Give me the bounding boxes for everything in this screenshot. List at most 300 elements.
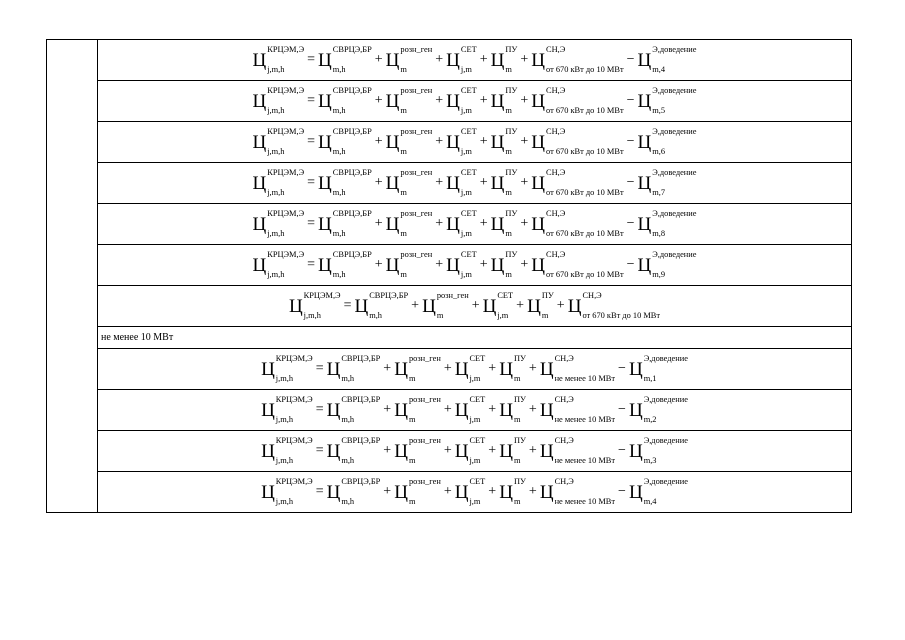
price-term <box>386 129 433 155</box>
superscript-index: розн_ген <box>400 127 433 136</box>
formula-row <box>47 204 852 245</box>
price-symbol: Ц <box>394 399 408 421</box>
superscript-index: СН,Э <box>546 168 566 177</box>
subscript-index: m,3 <box>643 455 657 465</box>
index-stack <box>461 170 477 196</box>
subscript-index: j,m <box>460 187 472 197</box>
formula <box>253 211 697 237</box>
price-symbol: Ц <box>531 213 545 235</box>
operator: + <box>488 361 497 376</box>
formula-row <box>47 40 852 81</box>
price-symbol: Ц <box>490 172 505 194</box>
subscript-index: j,m,h <box>267 146 285 156</box>
price-symbol: Ц <box>261 440 275 462</box>
price-symbol: Ц <box>490 90 505 112</box>
price-symbol: Ц <box>637 131 652 153</box>
index-stack <box>341 479 380 505</box>
superscript-index: Э,доведение <box>643 354 688 363</box>
operator: = <box>315 402 324 417</box>
price-symbol: Ц <box>318 254 332 276</box>
subscript-index: m,h <box>341 455 355 465</box>
subscript-index: m,h <box>341 496 355 506</box>
subscript-index: j,m,h <box>275 414 294 424</box>
subscript-index: от 670 кВт до 10 МВт <box>582 310 661 320</box>
formula-cell <box>98 204 852 245</box>
superscript-index: СВРЦЭ,БР <box>332 127 372 136</box>
superscript-index: КРЦЭМ,Э <box>275 436 313 445</box>
operator: = <box>307 175 316 190</box>
formula-cell <box>98 163 852 204</box>
superscript-index: СЕТ <box>460 86 477 95</box>
superscript-index: Э,доведение <box>652 168 697 177</box>
subscript-index: m,h <box>341 373 355 383</box>
price-term <box>318 129 372 155</box>
operator: + <box>520 93 529 108</box>
superscript-index: СН,Э <box>546 86 566 95</box>
price-term <box>386 88 433 114</box>
subscript-index: m,h <box>332 105 346 115</box>
index-stack <box>652 252 696 278</box>
price-symbol: Ц <box>567 295 582 317</box>
price-term <box>629 438 688 464</box>
price-term <box>386 211 433 237</box>
price-symbol: Ц <box>385 172 400 194</box>
operator: − <box>626 257 635 272</box>
operator: + <box>443 443 452 458</box>
price-symbol: Ц <box>446 172 460 194</box>
subscript-index: m <box>513 373 521 383</box>
subscript-index: j,m <box>460 269 472 279</box>
price-symbol: Ц <box>252 90 267 112</box>
price-symbol: Ц <box>454 399 469 421</box>
subscript-index: m,h <box>332 64 346 74</box>
price-symbol: Ц <box>394 358 408 380</box>
superscript-index: розн_ген <box>400 45 433 54</box>
operator: + <box>479 175 488 190</box>
subscript-index: m <box>541 310 549 320</box>
formula <box>253 47 697 73</box>
formula-row <box>47 81 852 122</box>
price-symbol: Ц <box>539 481 554 503</box>
price-symbol: Ц <box>499 481 513 503</box>
price-term <box>527 293 554 319</box>
price-symbol: Ц <box>385 254 400 276</box>
superscript-index: Э,доведение <box>652 127 697 136</box>
formula <box>253 88 697 114</box>
formula <box>261 397 688 423</box>
subscript-index: m,h <box>332 146 346 156</box>
formula <box>253 252 697 278</box>
superscript-index: КРЦЭМ,Э <box>267 86 305 95</box>
operator: + <box>488 402 497 417</box>
subscript-index: m,2 <box>643 414 657 424</box>
index-stack <box>400 170 432 196</box>
operator: = <box>307 216 316 231</box>
subscript-index: от 670 кВт до 10 МВт <box>546 64 624 74</box>
price-symbol: Ц <box>531 90 545 112</box>
operator: − <box>626 175 635 190</box>
index-stack <box>546 170 624 196</box>
formula <box>261 356 688 382</box>
formula-cell <box>98 286 852 327</box>
price-term <box>318 170 372 196</box>
subscript-index: j,m <box>469 496 481 506</box>
price-symbol: Ц <box>385 213 400 235</box>
price-symbol: Ц <box>252 254 267 276</box>
operator: + <box>520 52 529 67</box>
subscript-index: m <box>400 228 407 238</box>
index-stack <box>505 211 517 237</box>
operator: + <box>520 175 529 190</box>
index-stack <box>505 252 517 278</box>
index-stack <box>400 88 432 114</box>
superscript-index: СЕТ <box>469 395 486 404</box>
operator: − <box>626 134 635 149</box>
superscript-index: Э,доведение <box>652 209 697 218</box>
operator: − <box>618 443 626 458</box>
operator: + <box>488 484 497 499</box>
price-term <box>386 47 433 73</box>
price-symbol: Ц <box>385 49 400 71</box>
superscript-index: СВРЦЭ,БР <box>332 168 372 177</box>
operator: + <box>374 216 383 231</box>
index-stack <box>546 129 624 155</box>
price-symbol: Ц <box>326 358 341 380</box>
operator: + <box>383 443 392 458</box>
price-symbol: Ц <box>628 440 643 462</box>
index-stack <box>644 438 688 464</box>
price-symbol: Ц <box>637 254 652 276</box>
formula-cell <box>98 40 852 81</box>
price-term <box>318 252 372 278</box>
operator: + <box>528 402 537 417</box>
price-term <box>629 356 688 382</box>
formula-row <box>47 431 852 472</box>
formula-row <box>47 286 852 327</box>
subscript-index: j,m,h <box>275 496 294 506</box>
subscript-index: не менее 10 МВт <box>554 496 616 506</box>
price-symbol: Ц <box>261 481 275 503</box>
subscript-index: не менее 10 МВт <box>554 414 616 424</box>
price-symbol: Ц <box>531 131 545 153</box>
index-stack <box>400 129 432 155</box>
superscript-index: Э,доведение <box>652 250 697 259</box>
index-stack <box>582 293 660 319</box>
superscript-index: СЕТ <box>460 127 477 136</box>
superscript-index: розн_ген <box>408 395 441 404</box>
superscript-index: КРЦЭМ,Э <box>275 395 313 404</box>
subscript-index: m <box>408 373 416 383</box>
price-term <box>327 397 381 423</box>
superscript-index: розн_ген <box>400 209 433 218</box>
price-symbol: Ц <box>326 399 341 421</box>
operator: = <box>307 257 316 272</box>
price-symbol: Ц <box>531 49 545 71</box>
subscript-index: j,m,h <box>267 105 285 115</box>
index-stack <box>267 47 304 73</box>
price-term <box>446 88 477 114</box>
subscript-index: не менее 10 МВт <box>554 455 616 465</box>
price-symbol: Ц <box>385 131 400 153</box>
operator: + <box>443 484 452 499</box>
subscript-index: m <box>513 414 521 424</box>
operator: = <box>307 93 316 108</box>
price-symbol: Ц <box>326 481 341 503</box>
subscript-index: m <box>505 105 512 115</box>
subscript-index: m,8 <box>652 228 666 238</box>
price-symbol: Ц <box>385 90 400 112</box>
price-term <box>455 356 486 382</box>
price-symbol: Ц <box>446 254 460 276</box>
price-symbol: Ц <box>637 172 652 194</box>
subscript-index: m,h <box>341 414 355 424</box>
index-stack <box>409 479 441 505</box>
operator: + <box>479 257 488 272</box>
price-term <box>568 293 660 319</box>
price-term <box>491 129 518 155</box>
price-term <box>455 397 486 423</box>
price-term <box>499 356 526 382</box>
operator: − <box>618 402 626 417</box>
operator: + <box>374 93 383 108</box>
index-stack <box>341 438 380 464</box>
subscript-index: j,m <box>469 373 481 383</box>
price-symbol: Ц <box>288 295 303 317</box>
price-symbol: Ц <box>539 440 554 462</box>
price-symbol: Ц <box>252 131 267 153</box>
subscript-index: от 670 кВт до 10 МВт <box>546 187 624 197</box>
price-term <box>261 479 313 505</box>
price-symbol: Ц <box>499 399 513 421</box>
superscript-index: СВРЦЭ,БР <box>369 291 409 300</box>
subscript-index: m <box>505 146 512 156</box>
subscript-index: j,m,h <box>303 310 321 320</box>
superscript-index: КРЦЭМ,Э <box>303 291 341 300</box>
operator: − <box>626 93 635 108</box>
index-stack <box>514 438 526 464</box>
price-term <box>499 479 526 505</box>
price-term <box>638 88 697 114</box>
price-term <box>253 170 305 196</box>
price-term <box>540 356 615 382</box>
index-stack <box>555 397 615 423</box>
subscript-index: j,m,h <box>267 64 285 74</box>
index-stack <box>333 211 372 237</box>
price-symbol: Ц <box>446 131 460 153</box>
superscript-index: ПУ <box>505 45 518 54</box>
formula-row <box>47 163 852 204</box>
subscript-index: m <box>408 455 416 465</box>
price-term <box>253 88 305 114</box>
price-term <box>540 438 615 464</box>
subscript-index: m,6 <box>652 146 666 156</box>
price-symbol: Ц <box>490 213 505 235</box>
price-symbol: Ц <box>539 399 554 421</box>
subscript-index: m <box>400 64 407 74</box>
subscript-index: от 670 кВт до 10 МВт <box>546 105 624 115</box>
operator: + <box>435 93 444 108</box>
operator: + <box>435 52 444 67</box>
superscript-index: розн_ген <box>400 168 433 177</box>
subscript-index: m <box>400 187 407 197</box>
price-symbol: Ц <box>637 213 652 235</box>
price-term <box>531 129 623 155</box>
subscript-index: m <box>505 187 512 197</box>
price-symbol: Ц <box>354 295 369 317</box>
index-stack <box>409 438 441 464</box>
formula-cell <box>98 431 852 472</box>
operator: = <box>307 134 316 149</box>
subscript-index: не менее 10 МВт <box>554 373 616 383</box>
superscript-index: СЕТ <box>469 477 486 486</box>
price-symbol: Ц <box>252 49 267 71</box>
operator: = <box>307 52 316 67</box>
superscript-index: СЕТ <box>469 436 486 445</box>
index-stack <box>652 47 696 73</box>
section-header-row <box>47 327 852 349</box>
index-stack <box>369 293 408 319</box>
price-term <box>386 252 433 278</box>
price-term <box>253 211 305 237</box>
price-term <box>446 211 477 237</box>
superscript-index: розн_ген <box>436 291 469 300</box>
superscript-index: розн_ген <box>408 436 441 445</box>
subscript-index: от 670 кВт до 10 МВт <box>546 228 624 238</box>
superscript-index: СВРЦЭ,БР <box>332 250 372 259</box>
operator: + <box>435 175 444 190</box>
formula-cell <box>98 122 852 163</box>
superscript-index: КРЦЭМ,Э <box>267 168 305 177</box>
operator: + <box>383 484 392 499</box>
index-stack <box>341 356 380 382</box>
subscript-index: m,h <box>332 269 346 279</box>
index-stack <box>267 129 304 155</box>
superscript-index: КРЦЭМ,Э <box>267 127 305 136</box>
price-term <box>531 170 623 196</box>
subscript-index: j,m,h <box>267 269 285 279</box>
index-stack <box>514 479 526 505</box>
price-term <box>491 170 518 196</box>
superscript-index: СН,Э <box>554 395 574 404</box>
superscript-index: Э,доведение <box>643 436 688 445</box>
formula <box>289 293 660 319</box>
price-term <box>318 47 372 73</box>
index-stack <box>461 47 477 73</box>
index-stack <box>546 252 624 278</box>
superscript-index: розн_ген <box>400 250 433 259</box>
price-term <box>261 356 313 382</box>
price-symbol: Ц <box>318 49 332 71</box>
superscript-index: ПУ <box>505 127 518 136</box>
price-symbol: Ц <box>454 358 469 380</box>
subscript-index: j,m <box>469 414 481 424</box>
index-stack <box>469 438 485 464</box>
price-symbol: Ц <box>499 440 513 462</box>
superscript-index: ПУ <box>505 86 518 95</box>
operator: + <box>374 175 383 190</box>
index-stack <box>555 438 615 464</box>
price-term <box>531 211 623 237</box>
subscript-index: m <box>400 269 407 279</box>
superscript-index: ПУ <box>505 250 518 259</box>
subscript-index: m <box>505 228 512 238</box>
price-symbol: Ц <box>527 295 541 317</box>
operator: + <box>435 216 444 231</box>
price-term <box>354 293 408 319</box>
operator: + <box>471 298 480 313</box>
index-stack <box>276 438 313 464</box>
section-header-label: не менее 10 МВт <box>98 327 852 349</box>
formula-row <box>47 472 852 513</box>
subscript-index: m <box>400 146 407 156</box>
operator: + <box>383 402 392 417</box>
operator: = <box>315 361 324 376</box>
price-symbol: Ц <box>394 481 408 503</box>
index-stack <box>461 129 477 155</box>
superscript-index: СВРЦЭ,БР <box>341 354 381 363</box>
index-stack <box>652 170 696 196</box>
index-stack <box>461 211 477 237</box>
price-term <box>253 47 305 73</box>
price-symbol: Ц <box>318 172 332 194</box>
index-stack <box>469 479 485 505</box>
price-symbol: Ц <box>252 172 267 194</box>
index-stack <box>546 88 624 114</box>
index-stack <box>400 252 432 278</box>
index-stack <box>267 88 304 114</box>
price-term <box>638 170 697 196</box>
operator: + <box>528 361 537 376</box>
index-stack <box>514 356 526 382</box>
operator: + <box>435 257 444 272</box>
price-term <box>327 479 381 505</box>
index-stack <box>400 47 432 73</box>
price-symbol: Ц <box>446 90 460 112</box>
formula-cell <box>98 245 852 286</box>
subscript-index: m <box>513 496 521 506</box>
index-stack <box>652 129 696 155</box>
superscript-index: СЕТ <box>497 291 514 300</box>
formula-row <box>47 349 852 390</box>
formula-row <box>47 122 852 163</box>
price-term <box>261 438 313 464</box>
formula <box>261 479 688 505</box>
index-stack <box>409 356 441 382</box>
price-symbol: Ц <box>531 172 545 194</box>
index-stack <box>555 356 615 382</box>
index-stack <box>409 397 441 423</box>
superscript-index: ПУ <box>513 354 526 363</box>
index-stack <box>469 397 485 423</box>
superscript-index: СВРЦЭ,БР <box>332 86 372 95</box>
price-symbol: Ц <box>637 90 652 112</box>
formula-table <box>46 39 852 513</box>
superscript-index: СЕТ <box>460 168 477 177</box>
price-term <box>531 88 623 114</box>
price-symbol: Ц <box>446 49 460 71</box>
superscript-index: ПУ <box>513 477 526 486</box>
operator: + <box>520 257 529 272</box>
price-term <box>499 438 526 464</box>
superscript-index: СВРЦЭ,БР <box>332 45 372 54</box>
price-term <box>446 170 477 196</box>
price-symbol: Ц <box>318 90 332 112</box>
price-term <box>540 479 615 505</box>
price-term <box>491 252 518 278</box>
operator: + <box>479 93 488 108</box>
operator: − <box>618 361 626 376</box>
index-stack <box>542 293 554 319</box>
